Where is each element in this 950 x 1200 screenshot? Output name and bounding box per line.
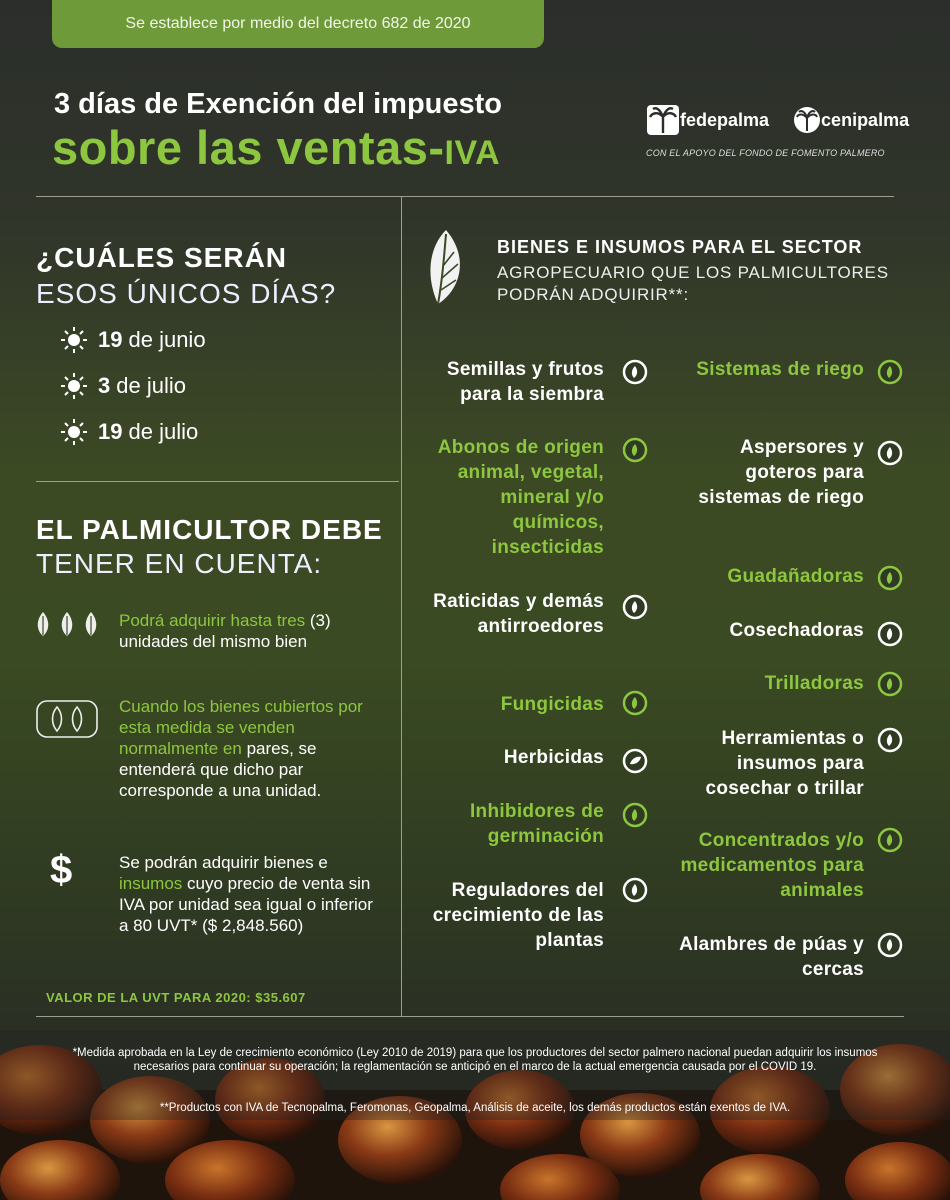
good-item-cosechadoras: Cosechadoras <box>729 620 864 641</box>
good-item-guadanadoras: Guadañadoras <box>727 566 864 587</box>
dollar-icon: $ <box>50 848 73 892</box>
green-leaf-badge-icon <box>877 671 903 697</box>
date-1 <box>60 326 206 354</box>
decree-banner <box>52 0 544 48</box>
date-2 <box>60 372 186 400</box>
good-item-aspersores: Aspersores y goteros para sistemas de riego <box>698 437 864 508</box>
white-leaf-badge-icon <box>877 932 903 958</box>
good-item-reguladores: Reguladores del crecimiento de las plantas <box>432 880 604 951</box>
fedepalma-logo <box>646 101 769 139</box>
white-leaf-badge-icon <box>877 621 903 647</box>
good-item-semillas: Semillas y frutos para la siembra <box>446 359 604 405</box>
good-item-abonos: Abonos de origen animal, vegetal, mineral y/o químicos, insecticidas <box>437 437 604 558</box>
good-item-herramientas: Herramientas o insumos para cosechar o trillar <box>705 728 864 799</box>
tip1-green: Podrá adquirir hasta tres <box>119 611 306 630</box>
good-item-concentrados: Concentrados y/o medicamentos para animales <box>680 830 864 901</box>
cenipalma-logo <box>793 105 909 135</box>
goods-heading-light: AGROPECUARIO QUE LOS PALMICULTORES PODRÁN ADQUIRIR**: <box>497 263 889 304</box>
tip1-white: (3) unidades del mismo bien <box>119 611 331 651</box>
fedepalma-name: fedepalma <box>680 109 770 130</box>
goods-heading-bold: BIENES E INSUMOS PARA EL SECTOR <box>497 237 863 257</box>
days-heading-light: ESOS ÚNICOS DÍAS? <box>36 278 337 309</box>
sun-icon <box>60 326 88 354</box>
uvt-value: VALOR DE LA UVT PARA 2020: $35.607 <box>46 990 306 1005</box>
cenipalma-name: cenipalma <box>821 109 910 130</box>
white-leaf-badge-icon <box>877 440 903 466</box>
white-leaf-badge-icon <box>622 877 648 903</box>
date-2-month: de julio <box>116 373 186 398</box>
date-3 <box>60 418 198 446</box>
good-item-raticidas: Raticidas y demás antirroedores <box>433 591 604 637</box>
date-3-month: de julio <box>128 419 199 444</box>
date-1-day: 19 <box>98 327 123 352</box>
green-leaf-badge-icon <box>622 802 648 828</box>
divider-left-mid <box>36 481 399 482</box>
tip-price-limit <box>119 852 381 936</box>
title-line1: 3 días de Exención del impuesto <box>54 88 503 120</box>
fedepalma-palm-icon <box>646 101 680 139</box>
tip2-white: pares, se entenderá que dicho par corresponde a una unidad. <box>119 739 322 800</box>
date-1-month: de junio <box>128 327 206 352</box>
paired-leaves-icon <box>36 700 98 738</box>
cenipalma-palm-icon <box>793 105 821 135</box>
logos-block <box>646 100 910 166</box>
tip2-green: Cuando los bienes cubiertos por esta medida se venden normalmente en <box>119 697 363 758</box>
three-leaves-icon <box>34 610 100 638</box>
green-leaf-badge-icon <box>877 827 903 853</box>
title-line2-text: sobre las ventas- <box>52 121 445 174</box>
footnote-law: *Medida aprobada en la Ley de crecimiento económico (Ley 2010 de 2019) para que los productores del sector palmero nacional puedan adquirir los insumos necesarios para continuar su operación; la reglamentación se anticipó en el marco de la actual emergencia causada por el COVID 19. <box>72 1047 878 1073</box>
days-heading-bold: ¿CUÁLES SERÁN <box>36 242 288 273</box>
footnote-products: **Productos con IVA de Tecnopalma, Feromonas, Geopalma, Análisis de aceite, los demás productos están exentos de IVA. <box>159 1102 791 1114</box>
leaf-icon <box>424 228 468 308</box>
divider-bottom <box>36 1016 904 1017</box>
date-2-day: 3 <box>98 373 111 398</box>
tip3-white: cuyo precio de venta sin IVA por unidad sea igual o inferior a 80 UVT* ($ 2,848.560) <box>119 874 373 935</box>
title-line2 <box>52 120 500 175</box>
logos-subtitle: CON EL APOYO DEL FONDO DE FOMENTO PALMERO <box>646 148 885 158</box>
green-leaf-badge-icon <box>877 359 903 385</box>
tips-heading-light: TENER EN CUENTA: <box>36 548 323 579</box>
decree-banner-text: Se establece por medio del decreto 682 de 2020 <box>125 15 471 32</box>
good-item-inhibidores: Inhibidores de germinación <box>469 801 604 847</box>
good-item-trilladoras: Trilladoras <box>764 673 864 694</box>
green-leaf-badge-icon <box>622 690 648 716</box>
good-item-fungicidas: Fungicidas <box>500 694 604 715</box>
title-iva: IVA <box>444 134 501 172</box>
divider-top <box>36 196 894 197</box>
tips-heading-bold: EL PALMICULTOR DEBE <box>36 514 383 545</box>
white-leaf-badge-icon <box>622 359 648 385</box>
white-leaf-badge-icon <box>622 748 648 774</box>
green-leaf-badge-icon <box>877 565 903 591</box>
date-3-day: 19 <box>98 419 123 444</box>
green-leaf-badge-icon <box>622 437 648 463</box>
white-leaf-badge-icon <box>622 594 648 620</box>
divider-vertical <box>401 196 402 1016</box>
white-leaf-badge-icon <box>877 727 903 753</box>
tip-three-units <box>119 610 389 652</box>
tip-pairs <box>119 696 381 801</box>
sun-icon <box>60 372 88 400</box>
tip3-green: insumos <box>119 874 183 893</box>
good-item-alambres: Alambres de púas y cercas <box>679 934 864 980</box>
good-item-sistemas-riego: Sistemas de riego <box>696 359 864 380</box>
tip3-white-pre: Se podrán adquirir bienes e <box>119 853 328 872</box>
good-item-herbicidas: Herbicidas <box>503 747 604 768</box>
sun-icon <box>60 418 88 446</box>
